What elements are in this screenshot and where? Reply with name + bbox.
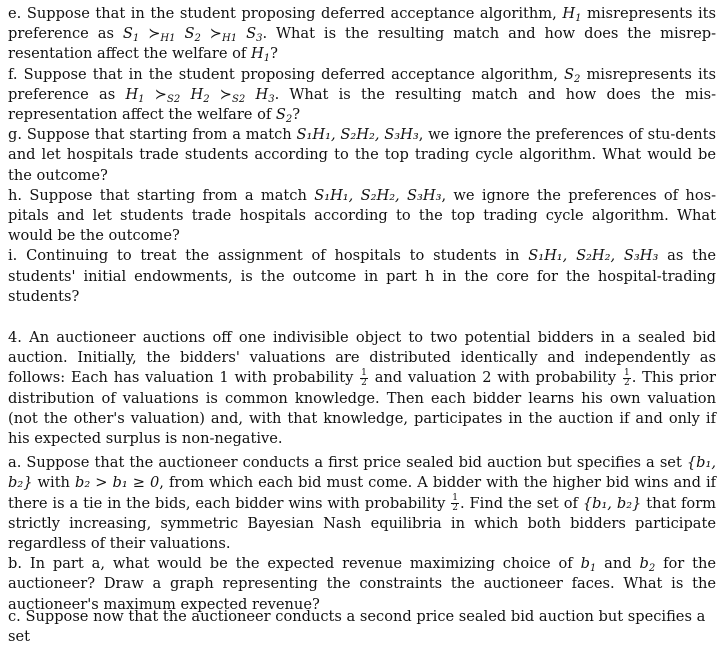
problem-text <box>8 4 716 615</box>
problem-h: h. Suppose that starting from a match S₁H₁, S₂H₂, S₃H₃, we ignore the preferences of hos-pitals and let students trade hospitals according to the top trading cycle algorithm. What would be the outcome? <box>8 186 717 245</box>
problem-4a: a. Suppose that the auctioneer conducts a first price sealed bid auction but specifies a set {b₁, b₂} with b₂ > b₁ ≥ 0, from which each bid must come. A bidder with the higher bid wins and if there is a tie in the bids, each bidder wins with probability $\frac{1}{2}$ . Find the set of {b₁, b₂} that form strictly increasing, symmetric Bayesian Nash equilibria in which both bidders participate regardless of their valuations. <box>8 454 717 553</box>
cutoff-text-line: c. Suppose now that the auctioneer conducts a second price sealed bid auction but specifies a set <box>8 608 706 646</box>
problem-4b: b. In part a, what would be the expected revenue maximizing choice of $b_1$ and $b_2$ for the auctioneer? Draw a graph representing the constraints the auctioneer faces. What is the auctioneer's maximum expected revenue? <box>8 555 717 613</box>
match-expression: S₁H₁, S₂H₂, S₃H₃ <box>314 186 442 204</box>
fraction-one-half: $\frac{1}{2}$ <box>452 493 458 514</box>
problem-g: g. Suppose that starting from a match S₁H₁, S₂H₂, S₃H₃, we ignore the preferences of stu-dents and let hospitals trade students according to the top trading cycle algorithm. What would be the outcome? <box>8 126 717 184</box>
problem-e: e. Suppose that in the student proposing deferred acceptance algorithm, $H_1$ misrepresents its preference as $S_1$ $≻_{H1}$ $S_2$ $≻_{H1}$ $S_3$. What is the resulting match and how does the misrep-resentation affect the welfare of $H_1$? <box>8 5 717 65</box>
problem-f: f. Suppose that in the student proposing deferred acceptance algorithm, $S_2$ misrepresents its preference as $H_1$ $≻_{S2}$ $H_2$ $≻_{S2}$ $H_3$. What is the resulting match and how does the mis-representation affect the welfare of $S_2$? <box>8 65 717 126</box>
problem-i: i. Continuing to treat the assignment of hospitals to students in S₁H₁, S₂H₂, S₃H₃ as the students' initial endowments, is the outcome in part h in the core for the hospital-trading students? <box>8 247 716 305</box>
fraction-one-half: $\frac{1}{2}$ <box>623 367 630 388</box>
match-expression: S₁H₁, S₂H₂, S₃H₃ <box>528 247 659 265</box>
problem-4: 4. An auctioneer auctions off one indivisible object to two potential bidders in a sealed bid auction. Initially, the bidders' valuations are distributed identically and independently as follows: Each has valuation 1 with probability $\frac{1}{2}$ and valuation 2 with probability $\frac{1}{2}$ . This prior distribution of valuations is common knowledge. Then each bidder learns his own valuation (not the other's valuation) and, with that knowledge, participates in the auction if and only if his expected surplus is non-negative. <box>8 329 716 448</box>
fraction-one-half: $\frac{1}{2}$ <box>361 367 367 388</box>
match-expression: S₁H₁, S₂H₂, S₃H₃ <box>296 126 419 144</box>
